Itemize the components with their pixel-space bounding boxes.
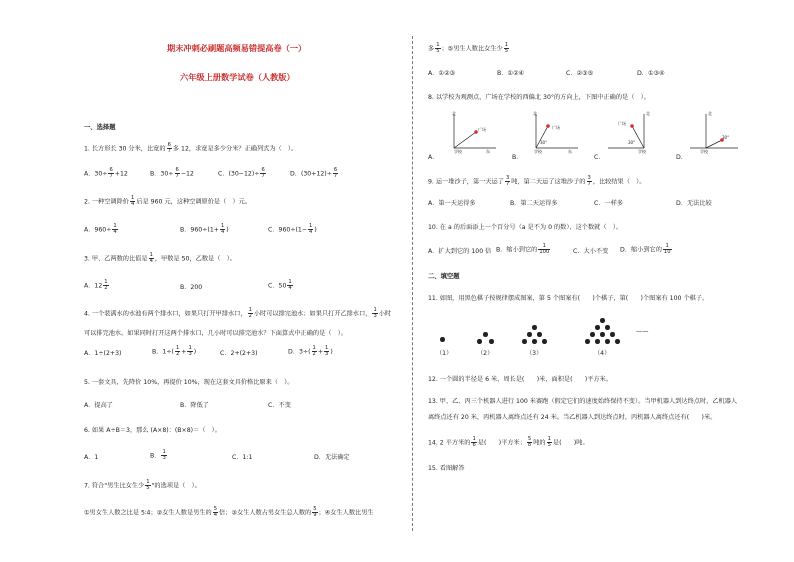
- fraction: $\frac{6}{7}$: [167, 142, 171, 155]
- fig-c-north-label: 北: [646, 111, 650, 116]
- q9-option-b[interactable]: B．第二天运得多: [510, 200, 558, 207]
- q10-option-c[interactable]: C．大小不变: [573, 248, 609, 255]
- q10-option-d[interactable]: D．缩小到它的 $\frac{1}{10}$: [620, 243, 671, 256]
- q3-option-a[interactable]: A．12 $\frac{1}{2}$: [84, 279, 108, 292]
- fig-d-north-label: 北: [708, 111, 712, 116]
- q8-figure-d: [686, 112, 744, 156]
- q9-option-a[interactable]: A．第一天运得多: [428, 200, 476, 207]
- question-7-continued: 多 $\frac{1}{5}$ ；⑤男生人数比女生少 $\frac{1}{5}$: [428, 42, 509, 55]
- q6-option-a[interactable]: A．1: [84, 454, 99, 461]
- q1-text-end: 多 12，求宽是多少分米？正确列式为（ ）。: [172, 145, 298, 153]
- q1-option-c[interactable]: C．(30−12)÷ $\frac{6}{7}$: [218, 167, 265, 180]
- q8-option-d[interactable]: D．: [676, 154, 687, 161]
- q1-text: 1. 长方形长 30 分米，比宽的: [84, 145, 166, 153]
- q2-option-c[interactable]: C．960÷(1− $\frac{1}{4}$ ): [268, 223, 317, 236]
- q6-option-c[interactable]: C．1:1: [232, 454, 253, 461]
- q11-label-2: （2）: [477, 350, 494, 357]
- question-13: 13. 甲、乙、丙三个机器人进行 100 米赛跑（假定它们的速度始终保持不变）。当甲机器人到达终点时，乙机器人: [428, 398, 738, 405]
- question-9: 9. 运一堆沙子，第一天运了 $\frac{3}{7}$ 吨，第二天运了这堆沙子的 $\frac{3}{7}$ ，比较结果（ ）。: [428, 175, 646, 188]
- column-divider: [412, 36, 413, 531]
- fig-d-school-label: 学校: [700, 149, 708, 154]
- fig-a-plaza-label: 广场: [478, 127, 486, 132]
- question-4-line2: 可以排完池水。如果同时打开这两个排水口，几小时可以排完池水？下面算式中正确的是（ ）。: [84, 330, 347, 337]
- fig-b-angle-label: 30°: [540, 140, 548, 145]
- q5-option-b[interactable]: B．降低了: [180, 402, 209, 409]
- fig-b-east-label: 东: [568, 149, 572, 154]
- q4-option-c[interactable]: C．2+(2+3): [220, 350, 258, 357]
- question-1: [84, 143, 297, 154]
- fig-d-angle-label: 30°: [722, 135, 730, 140]
- q11-ellipsis: ——: [636, 328, 649, 335]
- q5-option-c[interactable]: C．不变: [268, 402, 291, 409]
- question-7-choices: ①男女生人数之比是 5∶4；②女生人数是男生的 $\frac{5}{4}$ 倍；③女生人数占男女生总人数的 $\frac{5}{9}$ ；④女生人数比男生: [84, 506, 374, 519]
- q1-option-d[interactable]: D．(30+12)÷ $\frac{6}{7}$: [290, 167, 338, 180]
- q4-option-a[interactable]: A．1÷(2+3): [84, 350, 122, 357]
- q8-option-c[interactable]: C．: [594, 154, 605, 161]
- question-3: 3. 甲、乙两数的比值是 $\frac{1}{4}$ ，甲数是 50，乙数是（ ）。: [84, 252, 236, 265]
- question-6: 6. 如果 A÷B＝3，那么 (A×8)：(B×8)＝（ ）。: [84, 427, 221, 434]
- q10-option-a[interactable]: A．扩大到它的 100 倍: [428, 248, 492, 255]
- q3-option-c[interactable]: C．50 $\frac{1}{4}$: [268, 279, 292, 292]
- fig-c-school-label: 学校: [638, 149, 646, 154]
- fig-b-north-label: 北: [533, 111, 537, 116]
- question-11: 11. 如图，用黑色棋子按规律摆成图案，第 5 个图案有( )个棋子，第( )个图案有 100 个棋子。: [428, 295, 709, 302]
- fig-a-north-label: 北: [452, 111, 456, 116]
- q8-figure-c: [604, 112, 662, 156]
- question-12: 12. 一个圆的半径是 6 米，周长是( )米，面积是( )平方米。: [428, 376, 613, 383]
- q9-option-d[interactable]: D．无法比较: [676, 200, 712, 207]
- page-subtitle: 六年级上册数学试卷（人教版）: [180, 72, 295, 82]
- fig-a-east-label: 东: [486, 149, 490, 154]
- q2-option-b[interactable]: B．960÷(1+ $\frac{1}{4}$ ): [180, 223, 229, 236]
- question-15: 15. 看图解答: [428, 465, 465, 472]
- question-7: 7. 符合"男生比女生少 $\frac{1}{5}$ "的选项是（ ）。: [84, 479, 201, 492]
- question-5: 5. 一套文具，先降价 10%，再提价 10%，现在这套文具价格比原来（ ）。: [84, 379, 294, 386]
- fig-c-plaza-label: 广场: [618, 121, 626, 126]
- q6-option-d[interactable]: D．无法确定: [314, 454, 350, 461]
- fig-b-school-label: 学校: [534, 149, 542, 154]
- page-title: 期末冲刺必刷题高频易错提高卷（一）: [167, 43, 307, 53]
- question-2: 2. 一种空调降价 $\frac{1}{4}$ 后是 960 元，这种空调原价是（ ）元。: [84, 195, 252, 208]
- question-14: 14. 2 平方米的 $\frac{1}{6}$ 是( )平方米； $\frac{5}{8}$ 吨的 $\frac{1}{5}$ 是( )吨。: [428, 436, 589, 449]
- fig-b-plaza-label: 广场: [552, 125, 560, 130]
- question-13-line2: 离终点还有 20 米，丙机器人离终点还有 24 米。当乙机器人到达终点时，丙机器人离终点还有( )米。: [428, 414, 717, 421]
- q7-option-b[interactable]: B．①②④: [497, 70, 525, 77]
- q11-label-3: （3）: [526, 350, 543, 357]
- q9-option-c[interactable]: C．一样多: [594, 200, 624, 207]
- q11-label-4: （4）: [594, 350, 611, 357]
- q4-option-b[interactable]: B．1÷( $\frac{1}{2}$ + $\frac{1}{3}$ ): [152, 345, 197, 358]
- q6-option-b[interactable]: B． $\frac{1}{3}$: [150, 449, 166, 462]
- q8-option-b[interactable]: B．: [512, 154, 523, 161]
- q1-option-b[interactable]: B．30÷ $\frac{6}{7}$ −12: [150, 167, 194, 180]
- q5-option-a[interactable]: A．提高了: [84, 402, 113, 409]
- q11-label-1: （1）: [436, 350, 453, 357]
- q2-option-a[interactable]: A．960÷ $\frac{1}{4}$: [84, 223, 117, 236]
- q10-option-b[interactable]: B．缩小到它的 $\frac{1}{100}$: [496, 243, 550, 256]
- section-heading-fill: 二、填空题: [428, 273, 460, 280]
- question-10: 10. 在 a 的后面添上一个百分号（a 是不为 0 的数），这个数就（ ）。: [428, 224, 623, 231]
- q4-option-d[interactable]: D．3÷( $\frac{1}{2}$ + $\frac{1}{3}$ ): [288, 345, 333, 358]
- q7-option-a[interactable]: A．①②③: [428, 70, 456, 77]
- question-8: 8. 以学校为观测点，广场在学校的西偏北 30°的方向上，下图中正确的是（ ）。: [428, 94, 650, 101]
- q1-option-a[interactable]: A．30÷ $\frac{6}{7}$ +12: [84, 167, 128, 180]
- q8-option-a[interactable]: A．: [428, 154, 439, 161]
- q7-option-c[interactable]: C．②③⑤: [566, 70, 594, 77]
- section-heading-choice: 一、选择题: [84, 124, 116, 131]
- fig-c-angle-label: 30°: [628, 140, 636, 145]
- fig-a-school-label: 学校: [454, 149, 462, 154]
- question-4: 4. 一个装满水的水池有两个排水口，如果只打开甲排水口， $\frac{1}{2}$ 小时可以排完池水；如果只打开乙排水口， $\frac{1}{3}$ 小时: [84, 307, 392, 320]
- q7-option-d[interactable]: D．①③④: [637, 70, 665, 77]
- q3-option-b[interactable]: B．200: [180, 284, 203, 291]
